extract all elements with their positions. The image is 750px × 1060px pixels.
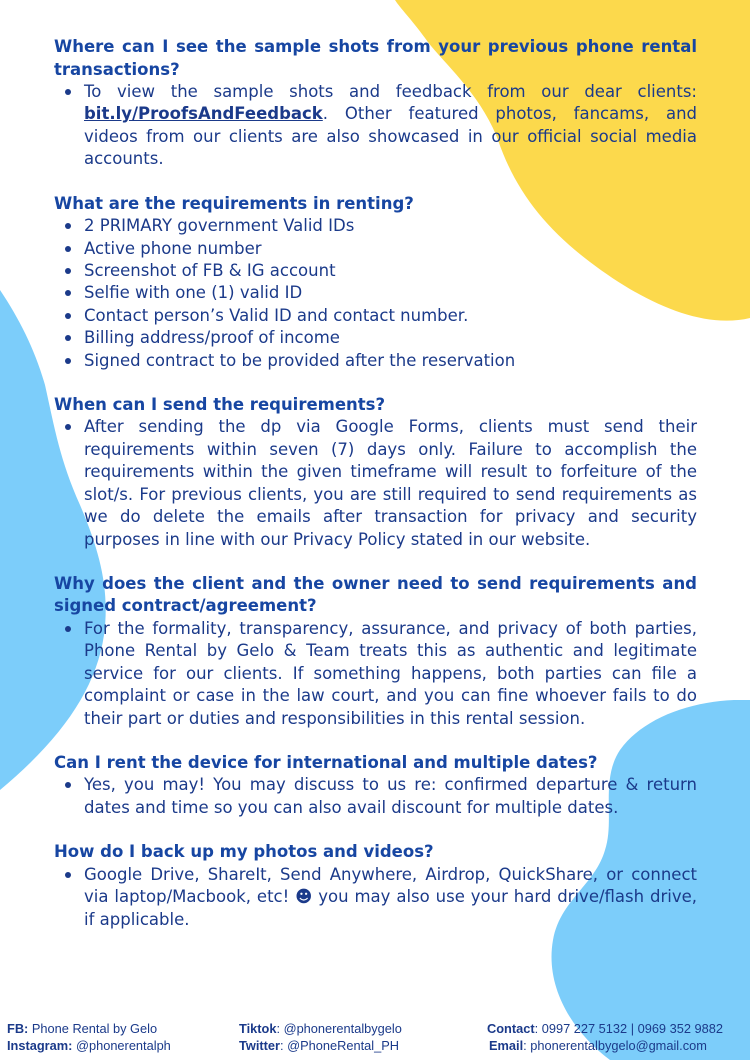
footer-tiktok xyxy=(239,1020,402,1037)
faq-question: What are the requirements in renting? xyxy=(54,193,414,213)
answer-item: Contact person’s Valid ID and contact number. xyxy=(84,305,697,327)
answer-item: Yes, you may! You may discuss to us re: confirmed departure & return dates and time so you can also avail discount for multiple dates. xyxy=(84,774,697,819)
answer-list xyxy=(54,774,697,819)
faq-section xyxy=(54,193,697,372)
contact-value: : 0997 227 5132 | 0969 352 9882 xyxy=(534,1021,723,1036)
answer-item: 2 PRIMARY government Valid IDs xyxy=(84,215,697,237)
twitter-label: Twitter xyxy=(239,1038,280,1053)
tiktok-label: Tiktok xyxy=(239,1021,277,1036)
footer-col-social-2 xyxy=(239,1020,402,1054)
contact-footer xyxy=(7,1020,743,1056)
footer-email xyxy=(487,1037,723,1054)
faq-section xyxy=(54,573,697,730)
answer-list xyxy=(54,215,697,372)
contact-label: Contact xyxy=(487,1021,535,1036)
faq-section xyxy=(54,36,697,171)
faq-section xyxy=(54,752,697,819)
answer-text: . Other featured photos, fancams, and videos from our clients are also showcased in our official social media accounts. xyxy=(84,104,697,169)
answer-item: For the formality, transparency, assurance, and privacy of both parties, Phone Rental by Gelo & Team treats this as authentic and legitimate service for our clients. If something happens, both parties can file a complaint or case in the law court, and you can fine whoever fails to do their part or duties and responsibilities in this rental session. xyxy=(84,618,697,730)
answer-item: Selfie with one (1) valid ID xyxy=(84,282,697,304)
faq-question: Where can I see the sample shots from your previous phone rental transactions? xyxy=(54,37,697,79)
footer-col-social xyxy=(7,1020,171,1054)
email-value: : phonerentalbygelo@gmail.com xyxy=(523,1038,707,1053)
instagram-value: @phonerentalph xyxy=(72,1038,171,1053)
answer-list xyxy=(54,81,697,171)
answer-list xyxy=(54,864,697,931)
faq-question: How do I back up my photos and videos? xyxy=(54,842,434,862)
faq-section xyxy=(54,841,697,931)
proofs-link[interactable]: bit.ly/ProofsAndFeedback xyxy=(84,104,323,124)
answer-item: Screenshot of FB & IG account xyxy=(84,260,697,282)
faq-section xyxy=(54,394,697,551)
footer-twitter xyxy=(239,1037,402,1054)
answer-item: After sending the dp via Google Forms, clients must send their requirements within seven (7) days only. Failure to accomplish the requirements within the given timeframe will result to forfeiture of the slot/s. For previous clients, you are still required to send requirements as we do delete the emails after transaction for privacy and security purposes in line with our Privacy Policy stated in our website. xyxy=(84,416,697,550)
answer-item: Active phone number xyxy=(84,238,697,260)
fb-label: FB: xyxy=(7,1021,29,1036)
fb-value: Phone Rental by Gelo xyxy=(28,1021,158,1036)
faq-question: When can I send the requirements? xyxy=(54,394,386,414)
answer-list xyxy=(54,618,697,730)
answer-item: Billing address/proof of income xyxy=(84,327,697,349)
faq-question: Why does the client and the owner need to send requirements and signed contract/agreement? xyxy=(54,573,697,616)
answer-item: Google Drive, ShareIt, Send Anywhere, Airdrop, QuickShare, or connect via laptop/Macbook, etc! ☻ you may also use your hard drive/flash drive, if applicable. xyxy=(84,864,697,931)
twitter-value: : @PhoneRental_PH xyxy=(280,1038,399,1053)
footer-contact xyxy=(487,1020,723,1037)
footer-instagram xyxy=(7,1037,171,1054)
tiktok-value: : @phonerentalbygelo xyxy=(276,1021,402,1036)
answer-item: Signed contract to be provided after the reservation xyxy=(84,350,697,372)
answer-item xyxy=(84,81,697,171)
instagram-label: Instagram: xyxy=(7,1038,73,1053)
footer-col-contact xyxy=(487,1020,723,1054)
answer-text: To view the sample shots and feedback from our dear clients: xyxy=(84,82,697,101)
answer-list xyxy=(54,416,697,550)
faq-content xyxy=(54,36,697,953)
faq-question: Can I rent the device for international and multiple dates? xyxy=(54,752,598,772)
footer-fb xyxy=(7,1020,171,1037)
email-label: Email xyxy=(489,1038,524,1053)
